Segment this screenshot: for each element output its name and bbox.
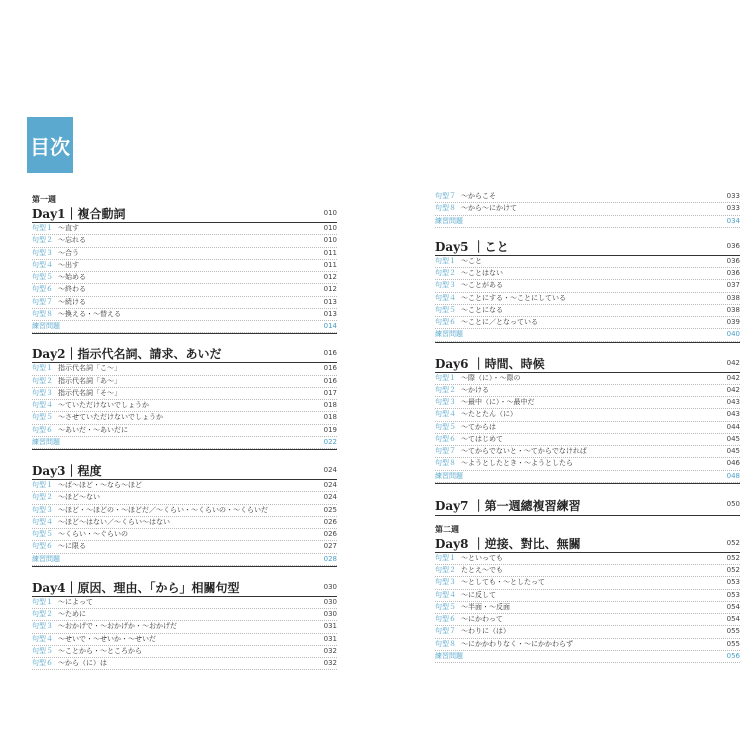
entry-page: 014 [323, 322, 337, 330]
entry-label: 句型１ [32, 224, 53, 232]
day-title: Day4｜原因、理由、「から」相關句型 [32, 580, 240, 595]
entry-page: 033 [726, 204, 740, 213]
toc-day [32, 578, 337, 671]
entry-label: 句型３ [32, 248, 53, 257]
pattern-entry[interactable] [32, 597, 337, 609]
entry-page: 053 [726, 578, 740, 587]
pattern-entry[interactable] [435, 305, 740, 317]
entry-text: 指示代名詞「そ～」 [58, 388, 121, 397]
pattern-entry[interactable] [435, 409, 740, 421]
pattern-entry[interactable] [32, 260, 337, 272]
pattern-entry[interactable] [435, 203, 740, 215]
item-list [435, 552, 740, 663]
entry-page: 036 [726, 269, 740, 277]
entry-text: ～忘れる [58, 236, 86, 245]
entry-label: 句型４ [435, 590, 456, 599]
pattern-entry[interactable] [435, 446, 740, 458]
pattern-entry[interactable] [32, 541, 337, 553]
entry-page: 042 [726, 373, 740, 382]
entry-text: ～際（に）・～際の [461, 373, 521, 382]
entry-text: ～から～にかけて [461, 204, 517, 213]
lead-item-list [435, 191, 740, 228]
toc-day [32, 344, 337, 450]
entry-page: 052 [726, 566, 740, 574]
entry-page: 022 [323, 437, 337, 446]
entry-label: 句型２ [435, 385, 456, 394]
entry-page: 016 [323, 364, 337, 373]
pattern-entry[interactable] [32, 376, 337, 388]
pattern-entry[interactable] [435, 317, 740, 329]
entry-label: 句型６ [32, 285, 53, 294]
pattern-entry[interactable] [435, 553, 740, 565]
entry-label: 句型３ [435, 398, 456, 406]
entry-page: 046 [726, 459, 740, 468]
entry-text: ～によって [58, 597, 93, 606]
day-title: Day6 ｜時間、時候 [435, 356, 545, 371]
pattern-entry[interactable] [32, 284, 337, 296]
entry-label: 句型８ [435, 204, 456, 213]
entry-text: ～こと [461, 256, 482, 265]
entry-label: 句型５ [32, 413, 53, 422]
entry-label: 句型１ [32, 364, 53, 373]
entry-page: 053 [726, 590, 740, 599]
entry-page: 054 [726, 615, 740, 623]
entry-label: 練習問題 [32, 437, 60, 446]
entry-text: ～ことから・～ところから [58, 646, 142, 655]
entry-page: 043 [726, 398, 740, 406]
item-list [32, 479, 337, 566]
entry-text: ～あいだ・～あいだに [58, 425, 128, 434]
day-heading[interactable] [32, 204, 337, 222]
pattern-entry[interactable] [32, 400, 337, 412]
entry-text: ～ようとしたとき・～ようとしたら [461, 459, 573, 468]
pattern-entry[interactable] [32, 388, 337, 400]
entry-text: ～続ける [58, 297, 86, 306]
entry-text: ～換える・～替える [58, 309, 121, 318]
entry-text: ～にかわって [461, 615, 503, 623]
pattern-entry[interactable] [435, 577, 740, 589]
day-heading[interactable] [435, 494, 740, 515]
entry-label: 句型４ [32, 517, 53, 526]
entry-page: 034 [726, 216, 740, 225]
pattern-entry[interactable] [435, 385, 740, 397]
entry-label: 句型３ [32, 622, 53, 631]
pattern-entry[interactable] [435, 373, 740, 385]
entry-text: ～ていただけないでしょうか [58, 401, 149, 409]
entry-page: 018 [323, 413, 337, 422]
day-page: 024 [323, 466, 337, 474]
entry-label: 句型２ [32, 493, 53, 502]
entry-label: 句型６ [32, 425, 53, 434]
item-list [32, 362, 337, 449]
entry-text: ～ことになる [461, 305, 503, 314]
entry-text: ～から（に）は [58, 659, 107, 667]
entry-text: ～に反して [461, 590, 496, 599]
entry-page: 011 [323, 248, 337, 257]
pattern-entry[interactable] [32, 297, 337, 309]
day-page: 030 [323, 582, 337, 591]
entry-text: ～ば～ほど・～なら～ほど [58, 481, 142, 489]
entry-label: 句型１ [32, 481, 53, 489]
entry-label: 句型６ [32, 542, 53, 551]
entry-page: 012 [323, 273, 337, 281]
pattern-entry[interactable] [32, 529, 337, 541]
entry-page: 016 [323, 376, 337, 385]
entry-page: 013 [323, 309, 337, 318]
entry-label: 句型３ [435, 281, 456, 290]
entry-text: ～出す [58, 260, 79, 269]
toc-day [32, 461, 337, 567]
pattern-entry[interactable] [32, 505, 337, 517]
day-page: 010 [323, 209, 337, 217]
pattern-entry[interactable] [32, 646, 337, 658]
entry-page: 026 [323, 517, 337, 526]
pattern-entry[interactable] [435, 422, 740, 434]
entry-label: 句型４ [435, 293, 456, 302]
entry-page: 045 [726, 447, 740, 455]
entry-text: ～からこそ [461, 192, 496, 200]
entry-page: 024 [323, 493, 337, 502]
pattern-entry[interactable] [32, 363, 337, 375]
entry-text: ～直す [58, 224, 79, 232]
entry-page: 038 [726, 305, 740, 314]
pattern-entry[interactable] [435, 614, 740, 626]
entry-page: 037 [726, 281, 740, 290]
pattern-entry[interactable] [32, 658, 337, 670]
pattern-entry[interactable] [435, 191, 740, 203]
entry-page: 055 [726, 639, 740, 648]
day-title: Day1｜複合動詞 [32, 207, 126, 221]
entry-page: 054 [726, 602, 740, 611]
week-heading: 第一週 [32, 194, 56, 204]
day-heading[interactable] [435, 237, 740, 255]
entry-page: 030 [323, 610, 337, 618]
entry-label: 句型１ [435, 373, 456, 382]
entry-label: 句型３ [32, 388, 53, 397]
entry-label: 句型５ [435, 422, 456, 431]
entry-text: ～合う [58, 248, 79, 257]
pattern-entry[interactable] [435, 434, 740, 446]
day-page: 052 [726, 538, 740, 547]
entry-text: ～させていただけないでしょうか [58, 413, 163, 422]
entry-page: 043 [726, 410, 740, 419]
entry-label: 練習問題 [32, 322, 60, 330]
entry-page: 018 [323, 401, 337, 409]
practice-entry[interactable] [32, 321, 337, 333]
entry-text: ～ことに／となっている [461, 318, 538, 326]
entry-text: ～に限る [58, 542, 86, 551]
entry-text: たとえ～でも [461, 566, 503, 574]
pattern-entry[interactable] [435, 256, 740, 268]
entry-label: 練習問題 [435, 330, 463, 339]
entry-page: 024 [323, 481, 337, 489]
entry-text: ～ことはない [461, 269, 503, 277]
entry-label: 句型４ [32, 634, 53, 643]
entry-page: 038 [726, 293, 740, 302]
entry-label: 練習問題 [435, 216, 463, 225]
toc-day [435, 524, 740, 663]
entry-label: 句型７ [32, 297, 53, 306]
entry-page: 048 [726, 471, 740, 480]
toc-left-column [32, 194, 337, 670]
entry-label: 句型２ [435, 269, 456, 277]
entry-page: 042 [726, 385, 740, 394]
entry-label: 句型８ [435, 459, 456, 468]
entry-page: 039 [726, 318, 740, 326]
pattern-entry[interactable] [435, 268, 740, 280]
toc-day [435, 354, 740, 484]
pattern-entry[interactable] [32, 309, 337, 321]
day-page: 016 [323, 349, 337, 358]
pattern-entry[interactable] [32, 223, 337, 235]
pattern-entry[interactable] [435, 639, 740, 651]
entry-label: 句型３ [32, 505, 53, 514]
entry-page: 031 [323, 622, 337, 631]
entry-page: 010 [323, 224, 337, 232]
day-title: Day2｜指示代名詞、請求、あいだ [32, 347, 222, 362]
entry-label: 句型８ [435, 639, 456, 648]
entry-label: 句型６ [435, 615, 456, 623]
entry-label: 句型２ [32, 376, 53, 385]
day-title: Day5 ｜こと [435, 239, 509, 254]
entry-text: ～ほど・～ほどの・～ほどだ／～くらい・～くらいの・～くらいだ [58, 505, 268, 514]
entry-text: ～としても・～としたって [461, 578, 545, 587]
entry-label: 句型５ [435, 602, 456, 611]
pattern-entry[interactable] [435, 458, 740, 470]
entry-label: 句型１ [435, 256, 456, 265]
entry-label: 句型７ [435, 447, 456, 455]
entry-label: 句型１ [435, 553, 456, 562]
entry-page: 026 [323, 530, 337, 538]
day-page: 050 [726, 499, 740, 508]
entry-text: ～ほど～ない [58, 493, 100, 502]
pattern-entry[interactable] [32, 621, 337, 633]
day-page: 036 [726, 241, 740, 250]
entry-label: 句型２ [435, 566, 456, 574]
day-heading[interactable] [32, 461, 337, 479]
entry-label: 句型５ [32, 530, 53, 538]
pattern-entry[interactable] [435, 590, 740, 602]
day-heading[interactable] [435, 534, 740, 552]
entry-page: 013 [323, 297, 337, 306]
entry-page: 019 [323, 425, 337, 434]
entry-label: 句型４ [435, 410, 456, 419]
entry-page: 031 [323, 634, 337, 643]
entry-page: 027 [323, 542, 337, 551]
entry-label: 句型８ [32, 309, 53, 318]
entry-label: 句型５ [32, 273, 53, 281]
practice-entry[interactable] [32, 554, 337, 566]
toc-day [32, 204, 337, 334]
pattern-entry[interactable] [32, 248, 337, 260]
entry-text: ～半面・～反面 [461, 602, 510, 611]
entry-text: ～おかげで・～おかげか・～おかげだ [58, 622, 177, 631]
entry-text: ～にかかわりなく・～にかかわらず [461, 639, 573, 648]
entry-label: 練習問題 [32, 554, 60, 563]
entry-text: ～終わる [58, 285, 86, 294]
toc-day [435, 237, 740, 343]
item-list [435, 372, 740, 483]
entry-page: 025 [323, 505, 337, 514]
pattern-entry[interactable] [32, 517, 337, 529]
toc-right-column [435, 191, 740, 663]
entry-text: ～かける [461, 385, 489, 394]
day-heading[interactable] [32, 578, 337, 596]
entry-page: 036 [726, 256, 740, 265]
entry-text: ～ことがある [461, 281, 503, 290]
entry-page: 012 [323, 285, 337, 294]
entry-page: 040 [726, 330, 740, 339]
entry-text: ～てからでないと・～てからでなければ [461, 447, 587, 455]
entry-label: 句型４ [32, 401, 53, 409]
entry-page: 010 [323, 236, 337, 245]
entry-label: 句型４ [32, 260, 53, 269]
entry-text: ～最中（に）・～最中だ [461, 398, 535, 406]
entry-page: 045 [726, 434, 740, 443]
pattern-entry[interactable] [32, 425, 337, 437]
practice-entry[interactable] [435, 651, 740, 663]
entry-label: 句型５ [435, 305, 456, 314]
entry-label: 句型５ [32, 646, 53, 655]
entry-label: 練習問題 [435, 471, 463, 480]
entry-label: 句型６ [435, 318, 456, 326]
entry-label: 句型３ [435, 578, 456, 587]
entry-text: ～ほど～はない／～くらい～はない [58, 517, 170, 526]
entry-label: 句型２ [32, 610, 53, 618]
practice-entry[interactable] [435, 216, 740, 228]
entry-text: ～せいで・～せいか・～せいだ [58, 634, 156, 643]
day-heading[interactable] [32, 344, 337, 362]
entry-text: ～くらい・～ぐらいの [58, 530, 128, 538]
day-heading[interactable] [435, 354, 740, 372]
day-page: 042 [726, 358, 740, 367]
entry-text: ～ために [58, 610, 86, 618]
pattern-entry[interactable] [32, 480, 337, 492]
pattern-entry[interactable] [435, 626, 740, 638]
entry-text: ～わりに（は） [461, 627, 510, 636]
entry-text: ～といっても [461, 553, 503, 562]
pattern-entry[interactable] [435, 293, 740, 305]
entry-label: 句型１ [32, 597, 53, 606]
pattern-entry[interactable] [32, 235, 337, 247]
toc-day [435, 494, 740, 516]
pattern-entry[interactable] [32, 634, 337, 646]
entry-text: ～始める [58, 273, 86, 281]
day-title: Day7 ｜第一週總複習練習 [435, 498, 581, 513]
pattern-entry[interactable] [32, 272, 337, 284]
entry-text: ～たとたん（に） [461, 410, 517, 419]
entry-page: 044 [726, 422, 740, 431]
pattern-entry[interactable] [435, 397, 740, 409]
entry-page: 017 [323, 388, 337, 397]
entry-page: 055 [726, 627, 740, 636]
item-list [32, 222, 337, 333]
entry-label: 句型７ [435, 192, 456, 200]
entry-label: 句型７ [435, 627, 456, 636]
pattern-entry[interactable] [32, 492, 337, 504]
entry-page: 011 [323, 260, 337, 269]
entry-label: 句型２ [32, 236, 53, 245]
pattern-entry[interactable] [32, 609, 337, 621]
entry-text: ～てからは [461, 422, 496, 431]
pattern-entry[interactable] [435, 602, 740, 614]
item-list [435, 255, 740, 342]
day-title: Day8 ｜逆接、對比、無關 [435, 536, 581, 551]
entry-label: 句型６ [32, 659, 53, 667]
entry-page: 028 [323, 554, 337, 563]
page-title: 目次 [27, 117, 73, 173]
pattern-entry[interactable] [32, 412, 337, 424]
day-title: Day3｜程度 [32, 464, 102, 478]
week-heading: 第二週 [435, 523, 459, 534]
entry-text: 指示代名詞「あ～」 [58, 376, 121, 385]
entry-text: 指示代名詞「こ～」 [58, 364, 121, 373]
entry-text: ～ことにする・～ことにしている [461, 293, 566, 302]
practice-entry[interactable] [435, 329, 740, 341]
entry-page: 032 [323, 646, 337, 655]
item-list [32, 596, 337, 671]
entry-page: 056 [726, 651, 740, 660]
pattern-entry[interactable] [435, 565, 740, 577]
entry-label: 練習問題 [435, 651, 463, 660]
entry-text: ～てはじめて [461, 434, 503, 443]
entry-label: 句型６ [435, 434, 456, 443]
entry-page: 032 [323, 659, 337, 667]
pattern-entry[interactable] [435, 280, 740, 292]
practice-entry[interactable] [32, 437, 337, 449]
entry-page: 030 [323, 597, 337, 606]
entry-page: 052 [726, 553, 740, 562]
practice-entry[interactable] [435, 471, 740, 483]
entry-page: 033 [726, 192, 740, 200]
